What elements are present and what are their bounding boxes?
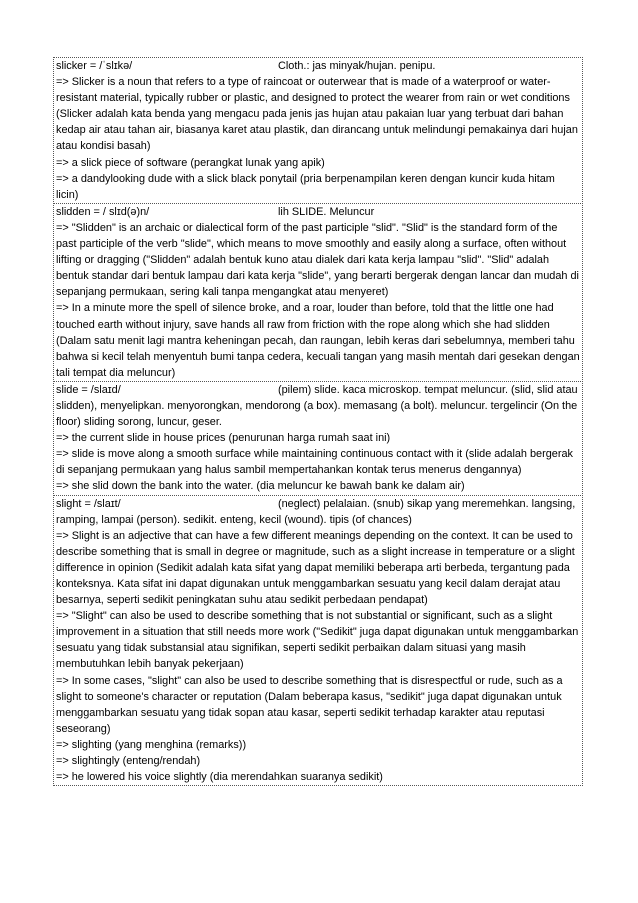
dictionary-page: [53, 58, 583, 786]
headword: slicker = /ˈslɪkə/: [56, 60, 133, 72]
definition-line: => In some cases, "slight" can also be used to describe something that is disrespectful or rude, such as a slight to someone's character or reputation (Dalam beberapa kasus, "sedikit" juga dapat digunakan untuk menggambarkan sesuatu yang tidak sopan atau kasar, seperti sedikit terhadap karakter atau reputasi seseorang): [56, 674, 563, 735]
entry-slicker: [53, 57, 583, 204]
entry-header: [56, 496, 580, 512]
example-line: => slightingly (enteng/rendah): [56, 755, 201, 768]
headword: slight = /slaɪt/: [56, 497, 121, 510]
definition-line: => Slicker is a noun that refers to a type of raincoat or outerwear that is made of a waterproof or water-resistant material, typically rubber or plastic, and designed to protect the wearer from rain or wet conditions (Slicker adalah kata benda yang mengacu pada jenis jas hujan atau pakaian luar yang terbuat dari bahan kedap air atau tahan air, biasanya karet atau plastik, dan dirancang untuk melindungi pemakainya dari hujan atau kondisi basah): [56, 76, 578, 153]
entry-slide: [53, 381, 583, 496]
short-definition: Cloth.: jas minyak/hujan. penipu.: [278, 60, 436, 72]
headword: slidden = / slɪd(ə)n/: [56, 205, 150, 218]
definition-line: => slide is move along a smooth surface while maintaining continuous contact with it (slide adalah bergerak di sepanjang permukaan yang halus sambil mempertahankan kontak terus menerus dengannya): [56, 448, 573, 477]
short-definition: lih SLIDE. Meluncur: [278, 205, 375, 218]
example-line: => she slid down the bank into the water. (dia meluncur ke bawah bank ke dalam air): [56, 480, 465, 493]
example-line: => a slick piece of software (perangkat lunak yang apik): [56, 156, 325, 169]
short-definition: (pilem) slide. kaca microskop. tempat meluncur. (slid, slid atau: [278, 383, 578, 396]
definition-line: ramping, lampai (person). sedikit. enteng, kecil (wound). tipis (of chances): [56, 513, 412, 526]
example-line: => slighting (yang menghina (remarks)): [56, 738, 247, 751]
example-line: => a dandylooking dude with a slick black ponytail (pria berpenampilan keren dengan kuncir kuda hitam licin): [56, 172, 555, 201]
definition-line: => "Slidden" is an archaic or dialectical form of the past participle "slid". "Slid" is the standard form of the past participle of the verb "slide", which means to move smoothly and easily along a surface, often without lifting or dragging ("Slidden" adalah bentuk kuno atau dialek dari kata kerja lampau "slid". "Slid" adalah bentuk standar dari bentuk lampau dari kata kerja "slide", yang berarti bergerak dengan lancar dan mudah di sepanjang permukaan, sering kali tanpa mengangkat atau menyeret): [56, 221, 579, 299]
definition-line: => Slight is an adjective that can have a few different meanings depending on the context. It can be used to describe something that is small in degree or magnitude, such as a slight increase in temperature or a slight difference in opinion (Sedikit adalah kata sifat yang dapat memiliki beberapa arti berbeda, tergantung pada konteksnya. Kata sifat ini dapat digunakan untuk menggambarkan sesuatu yang kecil dalam derajat atau besarnya, seperti sedikit peningkatan suhu atau sedikit perbedaan pendapat): [56, 529, 575, 607]
headword: slide = /slaɪd/: [56, 383, 121, 396]
example-line: => In a minute more the spell of silence broke, and a roar, louder than before, told that the little one had touched earth without injury, save hands all raw from friction with the rope along which she had slidden (Dalam satu menit lagi mantra keheningan pecah, dan raungan, lebih keras dari sebelumnya, memberi tahu bahwa si kecil telah menyentuh bumi tanpa cedera, kecuali tangan yang masih mentah dari gesekan dengan tali tempat dia meluncur): [56, 302, 580, 379]
example-line: => the current slide in house prices (penurunan harga rumah saat ini): [56, 432, 391, 445]
example-line: => he lowered his voice slightly (dia merendahkan suaranya sedikit): [56, 771, 383, 784]
entry-header: [56, 382, 580, 398]
definition-line: => "Slight" can also be used to describe something that is not substantial or significant, such as a slight improvement in a situation that still needs more work ("Sedikit" juga dapat digunakan untuk menggambarkan sesuatu yang tidak substansial atau signifikan, seperti sedikit perbaikan dalam situasi yang masih membutuhkan lebih banyak pekerjaan): [56, 610, 579, 671]
short-definition: (neglect) pelalaian. (snub) sikap yang meremehkan. langsing,: [278, 497, 576, 510]
entry-header: [56, 204, 580, 220]
entry-header: [56, 58, 580, 74]
entry-slidden: [53, 203, 583, 382]
definition-line: slidden), menyelipkan. menyorongkan, mendorong (a box). memasang (a bolt). meluncur. tergelincir (On the floor) sliding sorong, luncur, geser.: [56, 399, 578, 429]
entry-slight: [53, 495, 583, 787]
